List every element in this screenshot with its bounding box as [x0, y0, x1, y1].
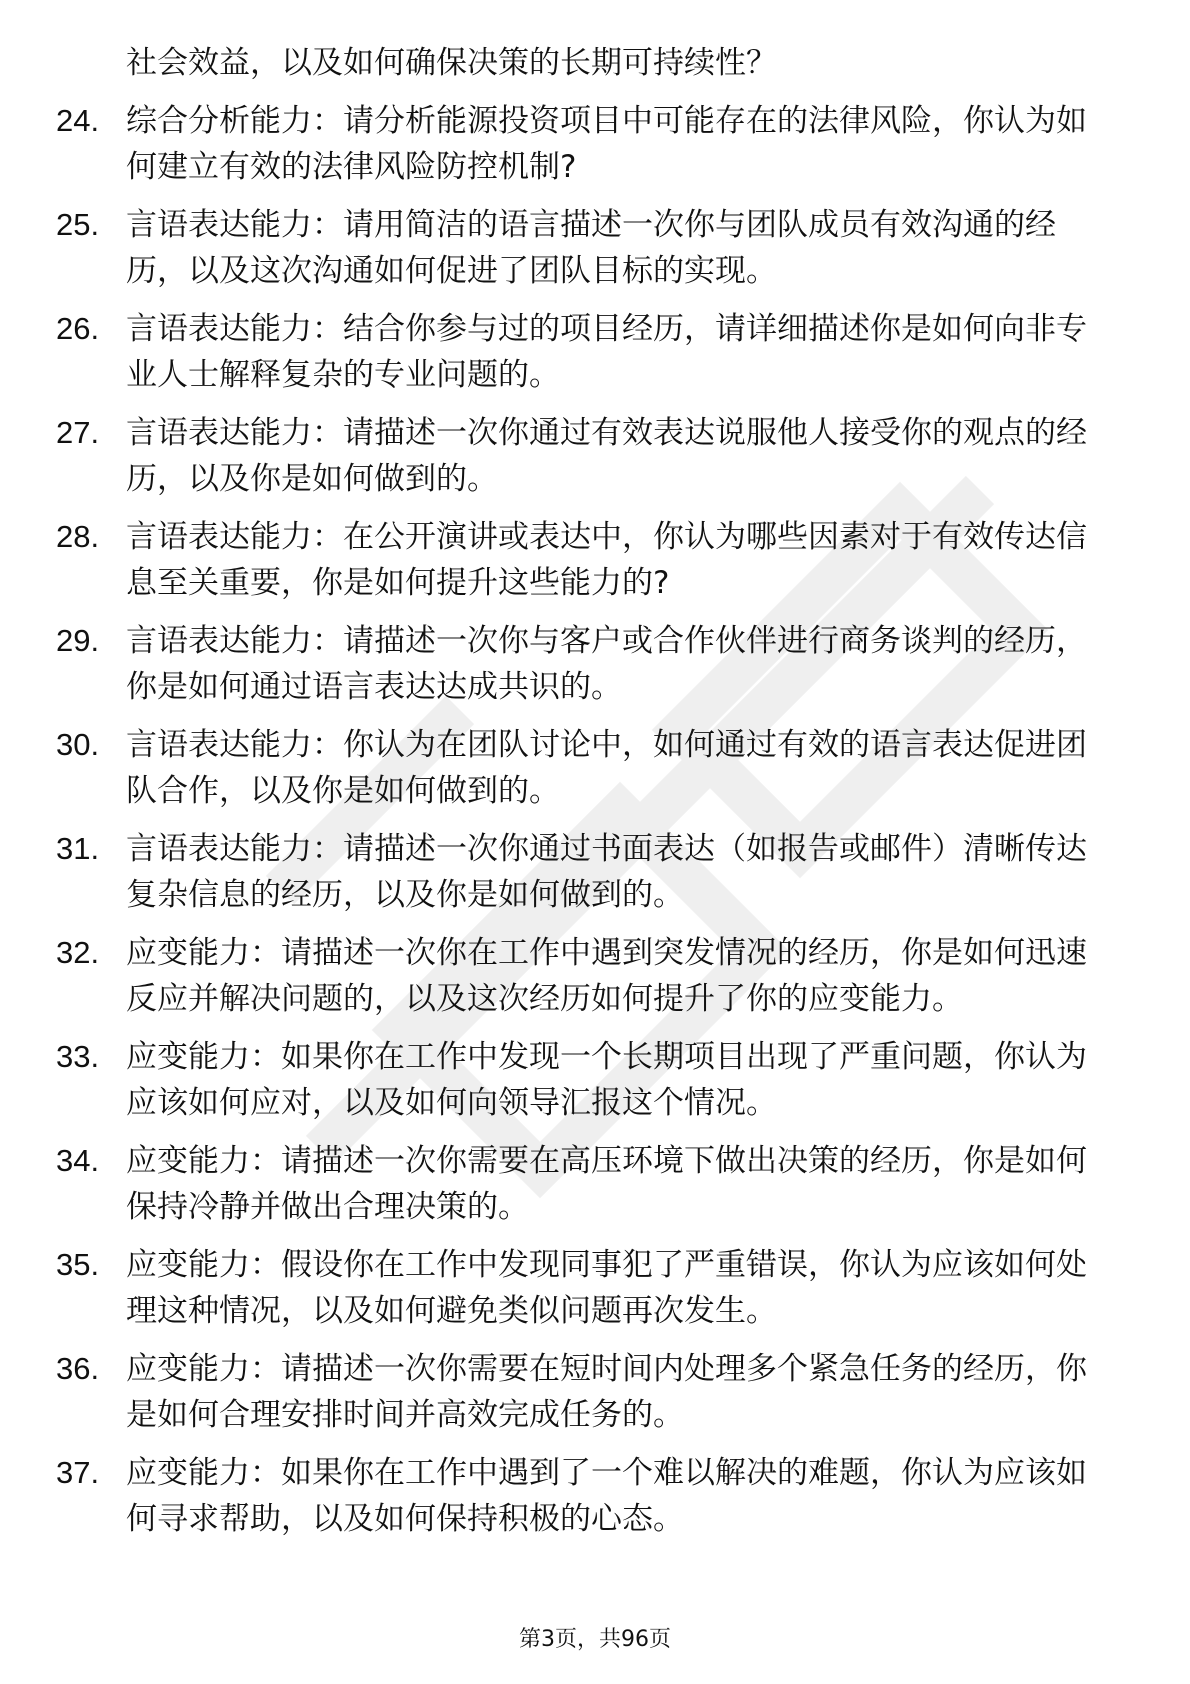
list-item — [0, 930, 1116, 1022]
page-number-label: 第3页，共96页 — [519, 1627, 671, 1652]
item-number: 25. — [56, 207, 100, 242]
question-list — [0, 40, 1190, 1554]
item-text: 言语表达能力：请描述一次你通过有效表达说服他人接受你的观点的经历，以及你是如何做到的。 — [126, 415, 1087, 497]
item-text: 应变能力：如果你在工作中发现一个长期项目出现了严重问题，你认为应该如何应对，以及如何向领导汇报这个情况。 — [126, 1039, 1087, 1121]
item-text: 应变能力：请描述一次你需要在高压环境下做出决策的经历，你是如何保持冷静并做出合理决策的。 — [126, 1143, 1087, 1225]
item-text: 综合分析能力：请分析能源投资项目中可能存在的法律风险，你认为如何建立有效的法律风险防控机制? — [126, 103, 1087, 185]
item-text: 应变能力：请描述一次你在工作中遇到突发情况的经历，你是如何迅速反应并解决问题的，以及这次经历如何提升了你的应变能力。 — [126, 935, 1087, 1017]
item-text: 言语表达能力：在公开演讲或表达中，你认为哪些因素对于有效传达信息至关重要，你是如何提升这些能力的? — [126, 519, 1087, 601]
item-text: 应变能力：假设你在工作中发现同事犯了严重错误，你认为应该如何处理这种情况，以及如何避免类似问题再次发生。 — [126, 1247, 1087, 1329]
list-item — [0, 1034, 1116, 1126]
list-item — [0, 306, 1116, 398]
item-text: 言语表达能力：请用简洁的语言描述一次你与团队成员有效沟通的经历，以及这次沟通如何促进了团队目标的实现。 — [126, 207, 1056, 289]
item-number: 30. — [56, 727, 100, 762]
item-number: 31. — [56, 831, 100, 866]
item-text: 应变能力：如果你在工作中遇到了一个难以解决的难题，你认为应该如何寻求帮助，以及如何保持积极的心态。 — [126, 1455, 1087, 1537]
list-item — [0, 410, 1116, 502]
list-item — [0, 98, 1116, 190]
list-item — [0, 1242, 1116, 1334]
list-item — [0, 1138, 1116, 1230]
item-number: 26. — [56, 311, 100, 346]
item-number: 24. — [56, 103, 100, 138]
continued-question-text: 社会效益，以及如何确保决策的长期可持续性？ — [126, 45, 777, 81]
item-number: 32. — [56, 935, 100, 970]
item-number: 37. — [56, 1455, 100, 1490]
item-number: 27. — [56, 415, 100, 450]
item-text: 言语表达能力：你认为在团队讨论中，如何通过有效的语言表达促进团队合作，以及你是如何做到的。 — [126, 727, 1087, 809]
list-item — [0, 1346, 1116, 1438]
item-number: 33. — [56, 1039, 100, 1074]
list-item — [0, 618, 1116, 710]
item-number: 35. — [56, 1247, 100, 1282]
item-text: 言语表达能力：请描述一次你通过书面表达（如报告或邮件）清晰传达复杂信息的经历，以及你是如何做到的。 — [126, 831, 1087, 913]
item-text: 言语表达能力：请描述一次你与客户或合作伙伴进行商务谈判的经历，你是如何通过语言表达达成共识的。 — [126, 623, 1087, 705]
item-text: 应变能力：请描述一次你需要在短时间内处理多个紧急任务的经历，你是如何合理安排时间并高效完成任务的。 — [126, 1351, 1087, 1433]
page-footer — [0, 1625, 1190, 1655]
item-number: 28. — [56, 519, 100, 554]
list-item — [0, 722, 1116, 814]
list-item — [0, 826, 1116, 918]
item-number: 34. — [56, 1143, 100, 1178]
list-item — [0, 514, 1116, 606]
item-text: 言语表达能力：结合你参与过的项目经历，请详细描述你是如何向非专业人士解释复杂的专业问题的。 — [126, 311, 1087, 393]
item-number: 36. — [56, 1351, 100, 1386]
list-item — [0, 1450, 1116, 1542]
list-item — [0, 202, 1116, 294]
item-number: 29. — [56, 623, 100, 658]
